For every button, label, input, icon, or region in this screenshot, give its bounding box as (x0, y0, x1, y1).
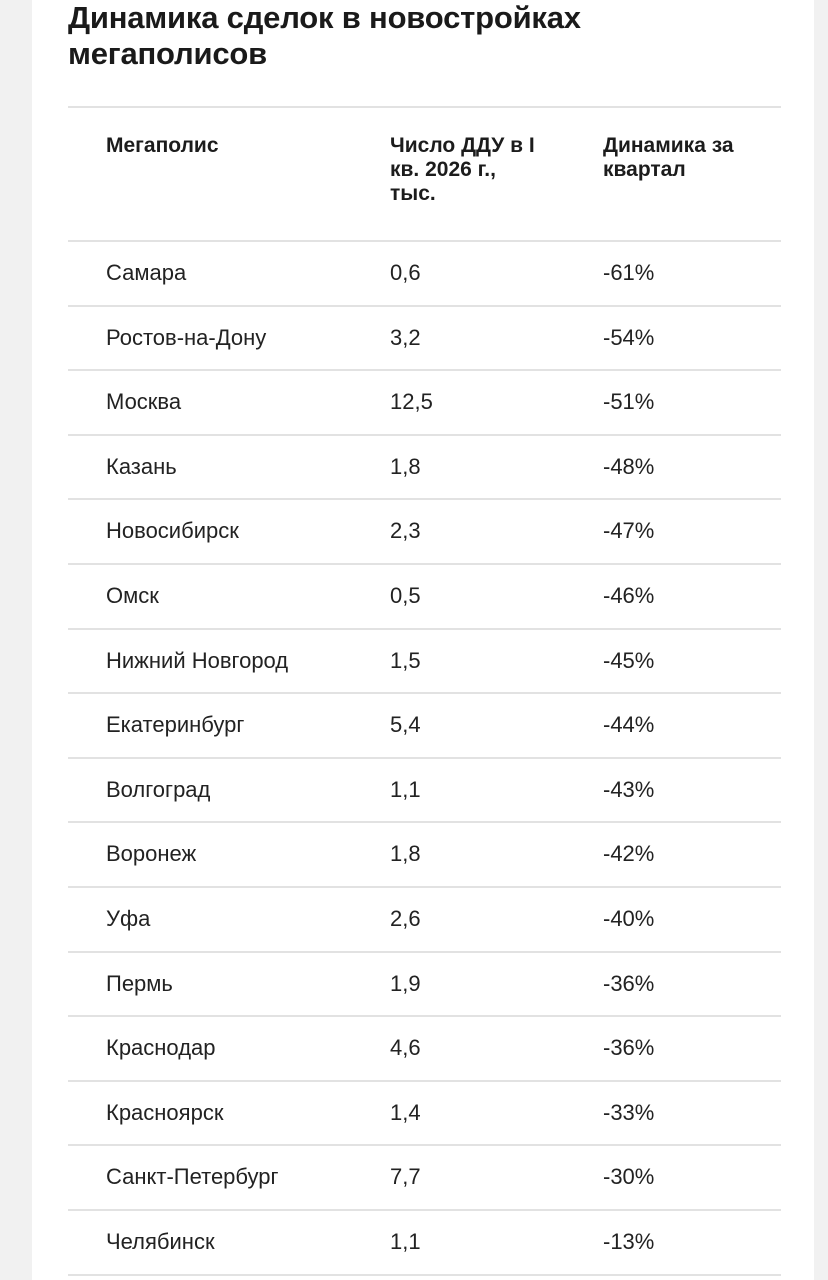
row-deals: 12,5 (390, 389, 433, 415)
row-city: Воронеж (106, 841, 197, 867)
header-city: Мегаполис (106, 134, 219, 157)
row-city: Самара (106, 260, 187, 285)
table-row (68, 1211, 781, 1276)
row-change: -47% (603, 518, 655, 544)
row-change: -36% (603, 970, 655, 996)
row-deals: 3,2 (390, 324, 421, 350)
row-change: -51% (603, 389, 655, 415)
row-city: Пермь (106, 970, 173, 996)
table-row (68, 565, 781, 630)
header-change: Динамика за квартал (603, 134, 734, 181)
row-deals: 0,5 (390, 582, 421, 608)
table-body (68, 242, 781, 1276)
row-city: Москва (106, 389, 182, 415)
row-change: -36% (603, 1035, 655, 1061)
table-row (68, 888, 781, 953)
table-row (68, 307, 781, 372)
row-deals: 1,1 (390, 776, 421, 802)
row-deals: 7,7 (390, 1164, 421, 1190)
row-city: Санкт-Петербург (106, 1164, 279, 1190)
row-change: -30% (603, 1164, 655, 1190)
table-row (68, 371, 781, 436)
row-deals: 2,6 (390, 905, 421, 931)
table-row (68, 1017, 781, 1082)
table-row (68, 630, 781, 695)
row-change: -40% (603, 905, 655, 931)
table-row (68, 759, 781, 824)
row-change: -61% (603, 260, 655, 285)
table-row (68, 694, 781, 759)
row-city: Красноярск (106, 1099, 224, 1125)
row-deals: 2,3 (390, 518, 421, 544)
row-city: Челябинск (106, 1228, 215, 1254)
row-change: -45% (603, 647, 655, 673)
table-row (68, 436, 781, 501)
page-title: Динамика сделок в новостройках мегаполисов (68, 0, 581, 71)
row-change: -44% (603, 712, 655, 738)
row-city: Екатеринбург (106, 712, 245, 738)
row-deals: 1,1 (390, 1228, 421, 1254)
row-change: -33% (603, 1099, 655, 1125)
row-change: -43% (603, 776, 655, 802)
deals-table (68, 106, 781, 1276)
table-header (68, 106, 781, 242)
row-city: Волгоград (106, 776, 211, 802)
row-change: -46% (603, 582, 655, 608)
row-city: Омск (106, 582, 159, 608)
row-city: Новосибирск (106, 518, 239, 544)
row-deals: 0,6 (390, 260, 421, 285)
row-deals: 1,8 (390, 453, 421, 479)
table-row (68, 1082, 781, 1147)
table-row (68, 823, 781, 888)
row-change: -54% (603, 324, 655, 350)
row-city: Уфа (106, 905, 151, 931)
row-city: Казань (106, 453, 177, 479)
row-deals: 4,6 (390, 1035, 421, 1061)
row-change: -48% (603, 453, 655, 479)
table-row (68, 953, 781, 1018)
row-deals: 5,4 (390, 712, 421, 738)
header-deals: Число ДДУ в I кв. 2026 г., тыс. (390, 134, 535, 205)
row-deals: 1,8 (390, 841, 421, 867)
table-row (68, 242, 781, 307)
row-deals: 1,4 (390, 1099, 421, 1125)
row-change: -42% (603, 841, 655, 867)
row-deals: 1,5 (390, 647, 421, 673)
row-city: Нижний Новгород (106, 647, 289, 673)
row-change: -13% (603, 1228, 655, 1254)
table-row (68, 1146, 781, 1211)
table-row (68, 500, 781, 565)
row-city: Краснодар (106, 1035, 216, 1061)
row-deals: 1,9 (390, 970, 421, 996)
row-city: Ростов-на-Дону (106, 324, 267, 350)
